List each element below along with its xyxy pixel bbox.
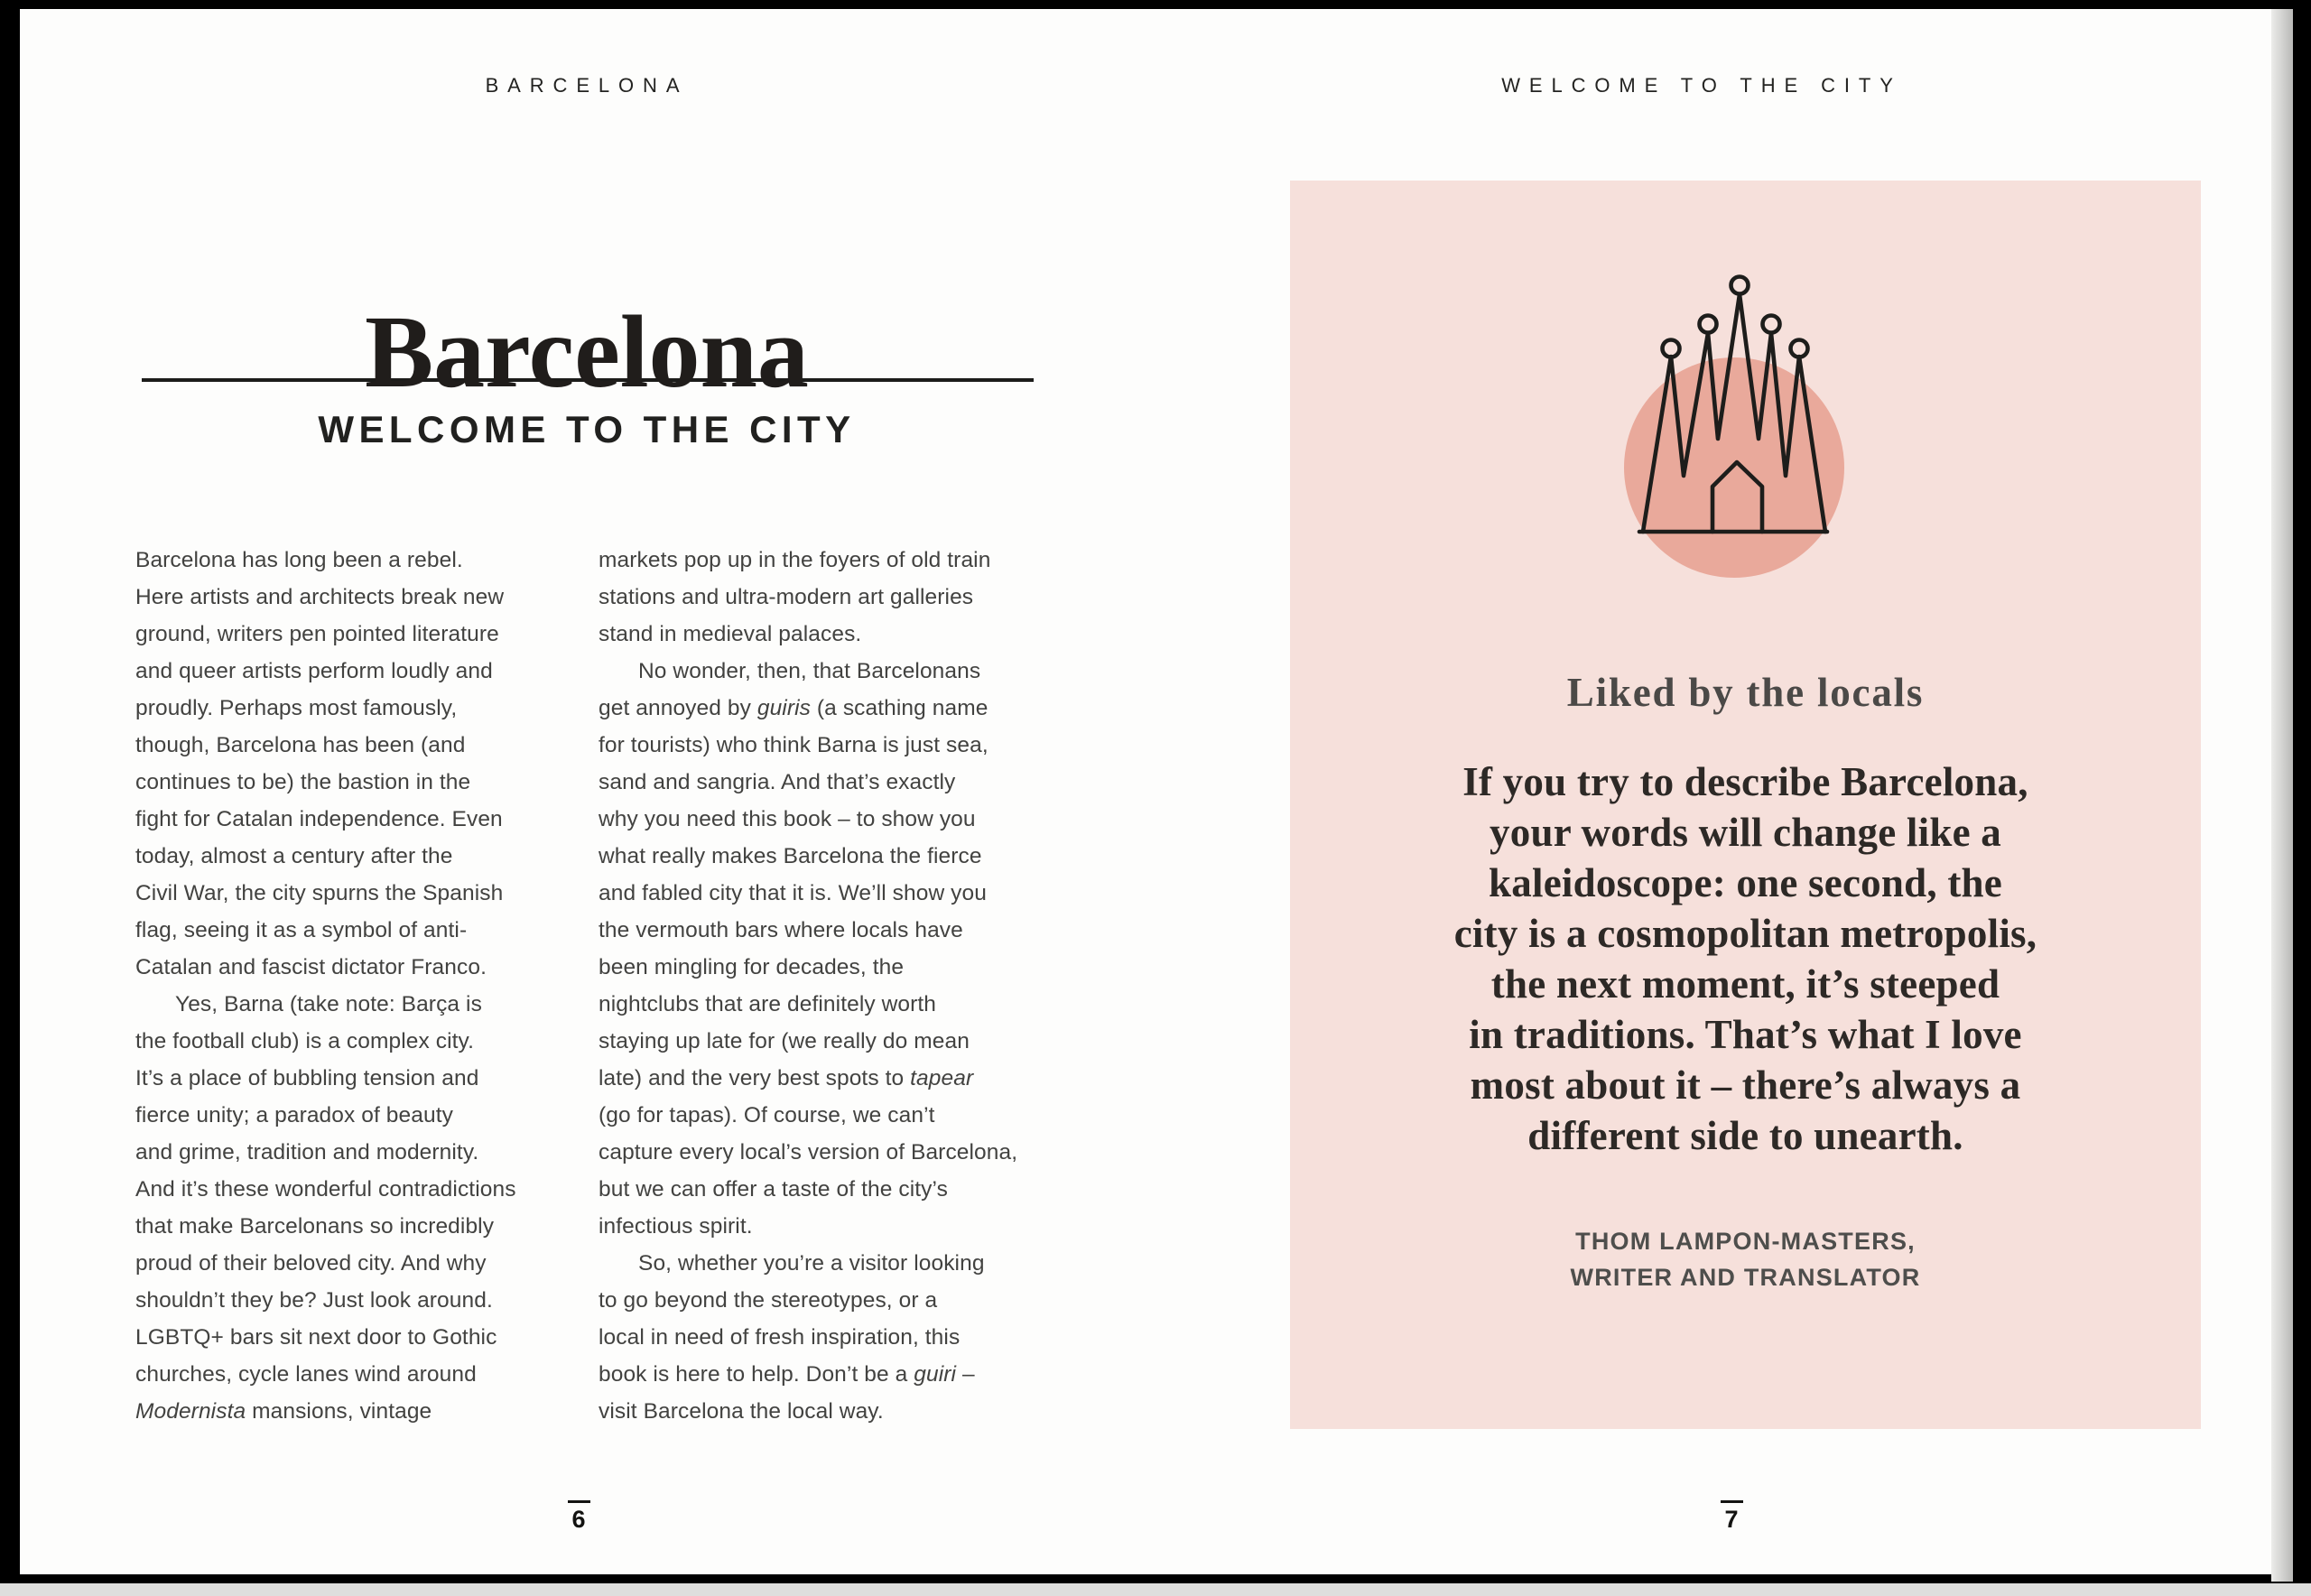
text-line: proud of their beloved city. And why	[135, 1251, 487, 1276]
text-line: markets pop up in the foyers of old train	[599, 548, 991, 572]
quote-attribution	[1290, 1223, 2201, 1295]
local-quote	[1290, 756, 2201, 1161]
text-line: continues to be) the bastion in the	[135, 770, 471, 794]
paragraph	[599, 542, 1061, 653]
page-number-rule	[1721, 1500, 1743, 1503]
text-line: today, almost a century after the	[135, 844, 453, 868]
text-line: and grime, tradition and modernity.	[135, 1140, 479, 1165]
text-line: the football club) is a complex city.	[135, 1029, 474, 1053]
running-header-right: WELCOME TO THE CITY	[1501, 74, 1902, 97]
text-line: It’s a place of bubbling tension and	[135, 1066, 479, 1090]
text-line: churches, cycle lanes wind around	[135, 1362, 477, 1387]
text-line: And it’s these wonderful contradictions	[135, 1177, 516, 1202]
text-line: get annoyed by guiris (a scathing name	[599, 696, 988, 720]
page-spread	[20, 9, 2271, 1574]
page-number-rule	[568, 1500, 590, 1503]
page-edge-shading	[2271, 9, 2293, 1582]
text-line: the next moment, it’s steeped	[1490, 961, 2000, 1007]
text-line: So, whether you’re a visitor looking	[638, 1251, 985, 1276]
text-line: visit Barcelona the local way.	[599, 1399, 884, 1424]
liked-by-locals-panel	[1290, 181, 2201, 1429]
text-line: sand and sangria. And that’s exactly	[599, 770, 956, 794]
text-line: ground, writers pen pointed literature	[135, 622, 499, 646]
text-line: infectious spirit.	[599, 1214, 753, 1239]
text-line: stations and ultra-modern art galleries	[599, 585, 974, 609]
text-line: shouldn’t they be? Just look around.	[135, 1288, 493, 1313]
text-line: Yes, Barna (take note: Barça is	[175, 992, 482, 1016]
text-line: flag, seeing it as a symbol of anti-	[135, 918, 468, 942]
page-number-left	[561, 1500, 597, 1532]
text-line: Barcelona has long been a rebel.	[135, 548, 463, 572]
text-line: and fabled city that it is. We’ll show you	[599, 881, 987, 905]
text-line: proudly. Perhaps most famously,	[135, 696, 458, 720]
text-line: but we can offer a taste of the city’s	[599, 1177, 948, 1202]
text-line: If you try to describe Barcelona,	[1462, 759, 2028, 804]
text-line: why you need this book – to show you	[599, 807, 976, 831]
text-line: staying up late for (we really do mean	[599, 1029, 970, 1053]
text-line: THOM LAMPON-MASTERS,	[1575, 1228, 1916, 1255]
text-line: stand in medieval palaces.	[599, 622, 862, 646]
paragraph	[599, 653, 1061, 1245]
text-line: Civil War, the city spurns the Spanish	[135, 881, 504, 905]
text-line: been mingling for decades, the	[599, 955, 905, 979]
page-number-right	[1713, 1500, 1749, 1532]
text-line: in traditions. That’s what I love	[1469, 1012, 2022, 1057]
body-column-2	[599, 542, 1061, 1430]
text-line: that make Barcelonans so incredibly	[135, 1214, 495, 1239]
text-line: late) and the very best spots to tapear	[599, 1066, 974, 1090]
text-line: fight for Catalan independence. Even	[135, 807, 503, 831]
body-column-1	[135, 542, 598, 1430]
text-line: book is here to help. Don’t be a guiri –	[599, 1362, 975, 1387]
page-title: Barcelona	[365, 294, 809, 409]
page-number: 6	[571, 1506, 586, 1533]
text-line: nightclubs that are definitely worth	[599, 992, 937, 1016]
text-line: though, Barcelona has been (and	[135, 733, 466, 757]
text-line: capture every local’s version of Barcelona,	[599, 1140, 1018, 1165]
sagrada-familia-icon	[1620, 270, 1846, 595]
paragraph	[135, 986, 598, 1430]
text-line: WRITER AND TRANSLATOR	[1570, 1264, 1921, 1291]
text-line: kaleidoscope: one second, the	[1488, 860, 2003, 905]
text-line: No wonder, then, that Barcelonans	[638, 659, 981, 683]
text-line: most about it – there’s always a	[1470, 1062, 2021, 1108]
page-subtitle: WELCOME TO THE CITY	[318, 408, 856, 450]
text-line: different side to unearth.	[1527, 1113, 1963, 1158]
text-line: LGBTQ+ bars sit next door to Gothic	[135, 1325, 497, 1350]
text-line: to go beyond the stereotypes, or a	[599, 1288, 938, 1313]
text-line: your words will change like a	[1490, 810, 2001, 855]
panel-heading: Liked by the locals	[1566, 670, 1925, 715]
text-line: the vermouth bars where locals have	[599, 918, 963, 942]
text-line: (go for tapas). Of course, we can’t	[599, 1103, 935, 1127]
text-line: city is a cosmopolitan metropolis,	[1453, 911, 2037, 956]
paragraph	[135, 542, 598, 986]
text-line: for tourists) who think Barna is just sea,	[599, 733, 988, 757]
text-line: Here artists and architects break new	[135, 585, 505, 609]
text-line: Catalan and fascist dictator Franco.	[135, 955, 487, 979]
text-line: and queer artists perform loudly and	[135, 659, 493, 683]
paragraph	[599, 1245, 1061, 1430]
scan-bottom-edge	[0, 1583, 2311, 1596]
text-line: Modernista mansions, vintage	[135, 1399, 432, 1424]
running-header-left: BARCELONA	[485, 74, 689, 97]
page-number: 7	[1724, 1506, 1739, 1533]
text-line: fierce unity; a paradox of beauty	[135, 1103, 453, 1127]
text-line: local in need of fresh inspiration, this	[599, 1325, 961, 1350]
text-line: what really makes Barcelona the fierce	[599, 844, 982, 868]
